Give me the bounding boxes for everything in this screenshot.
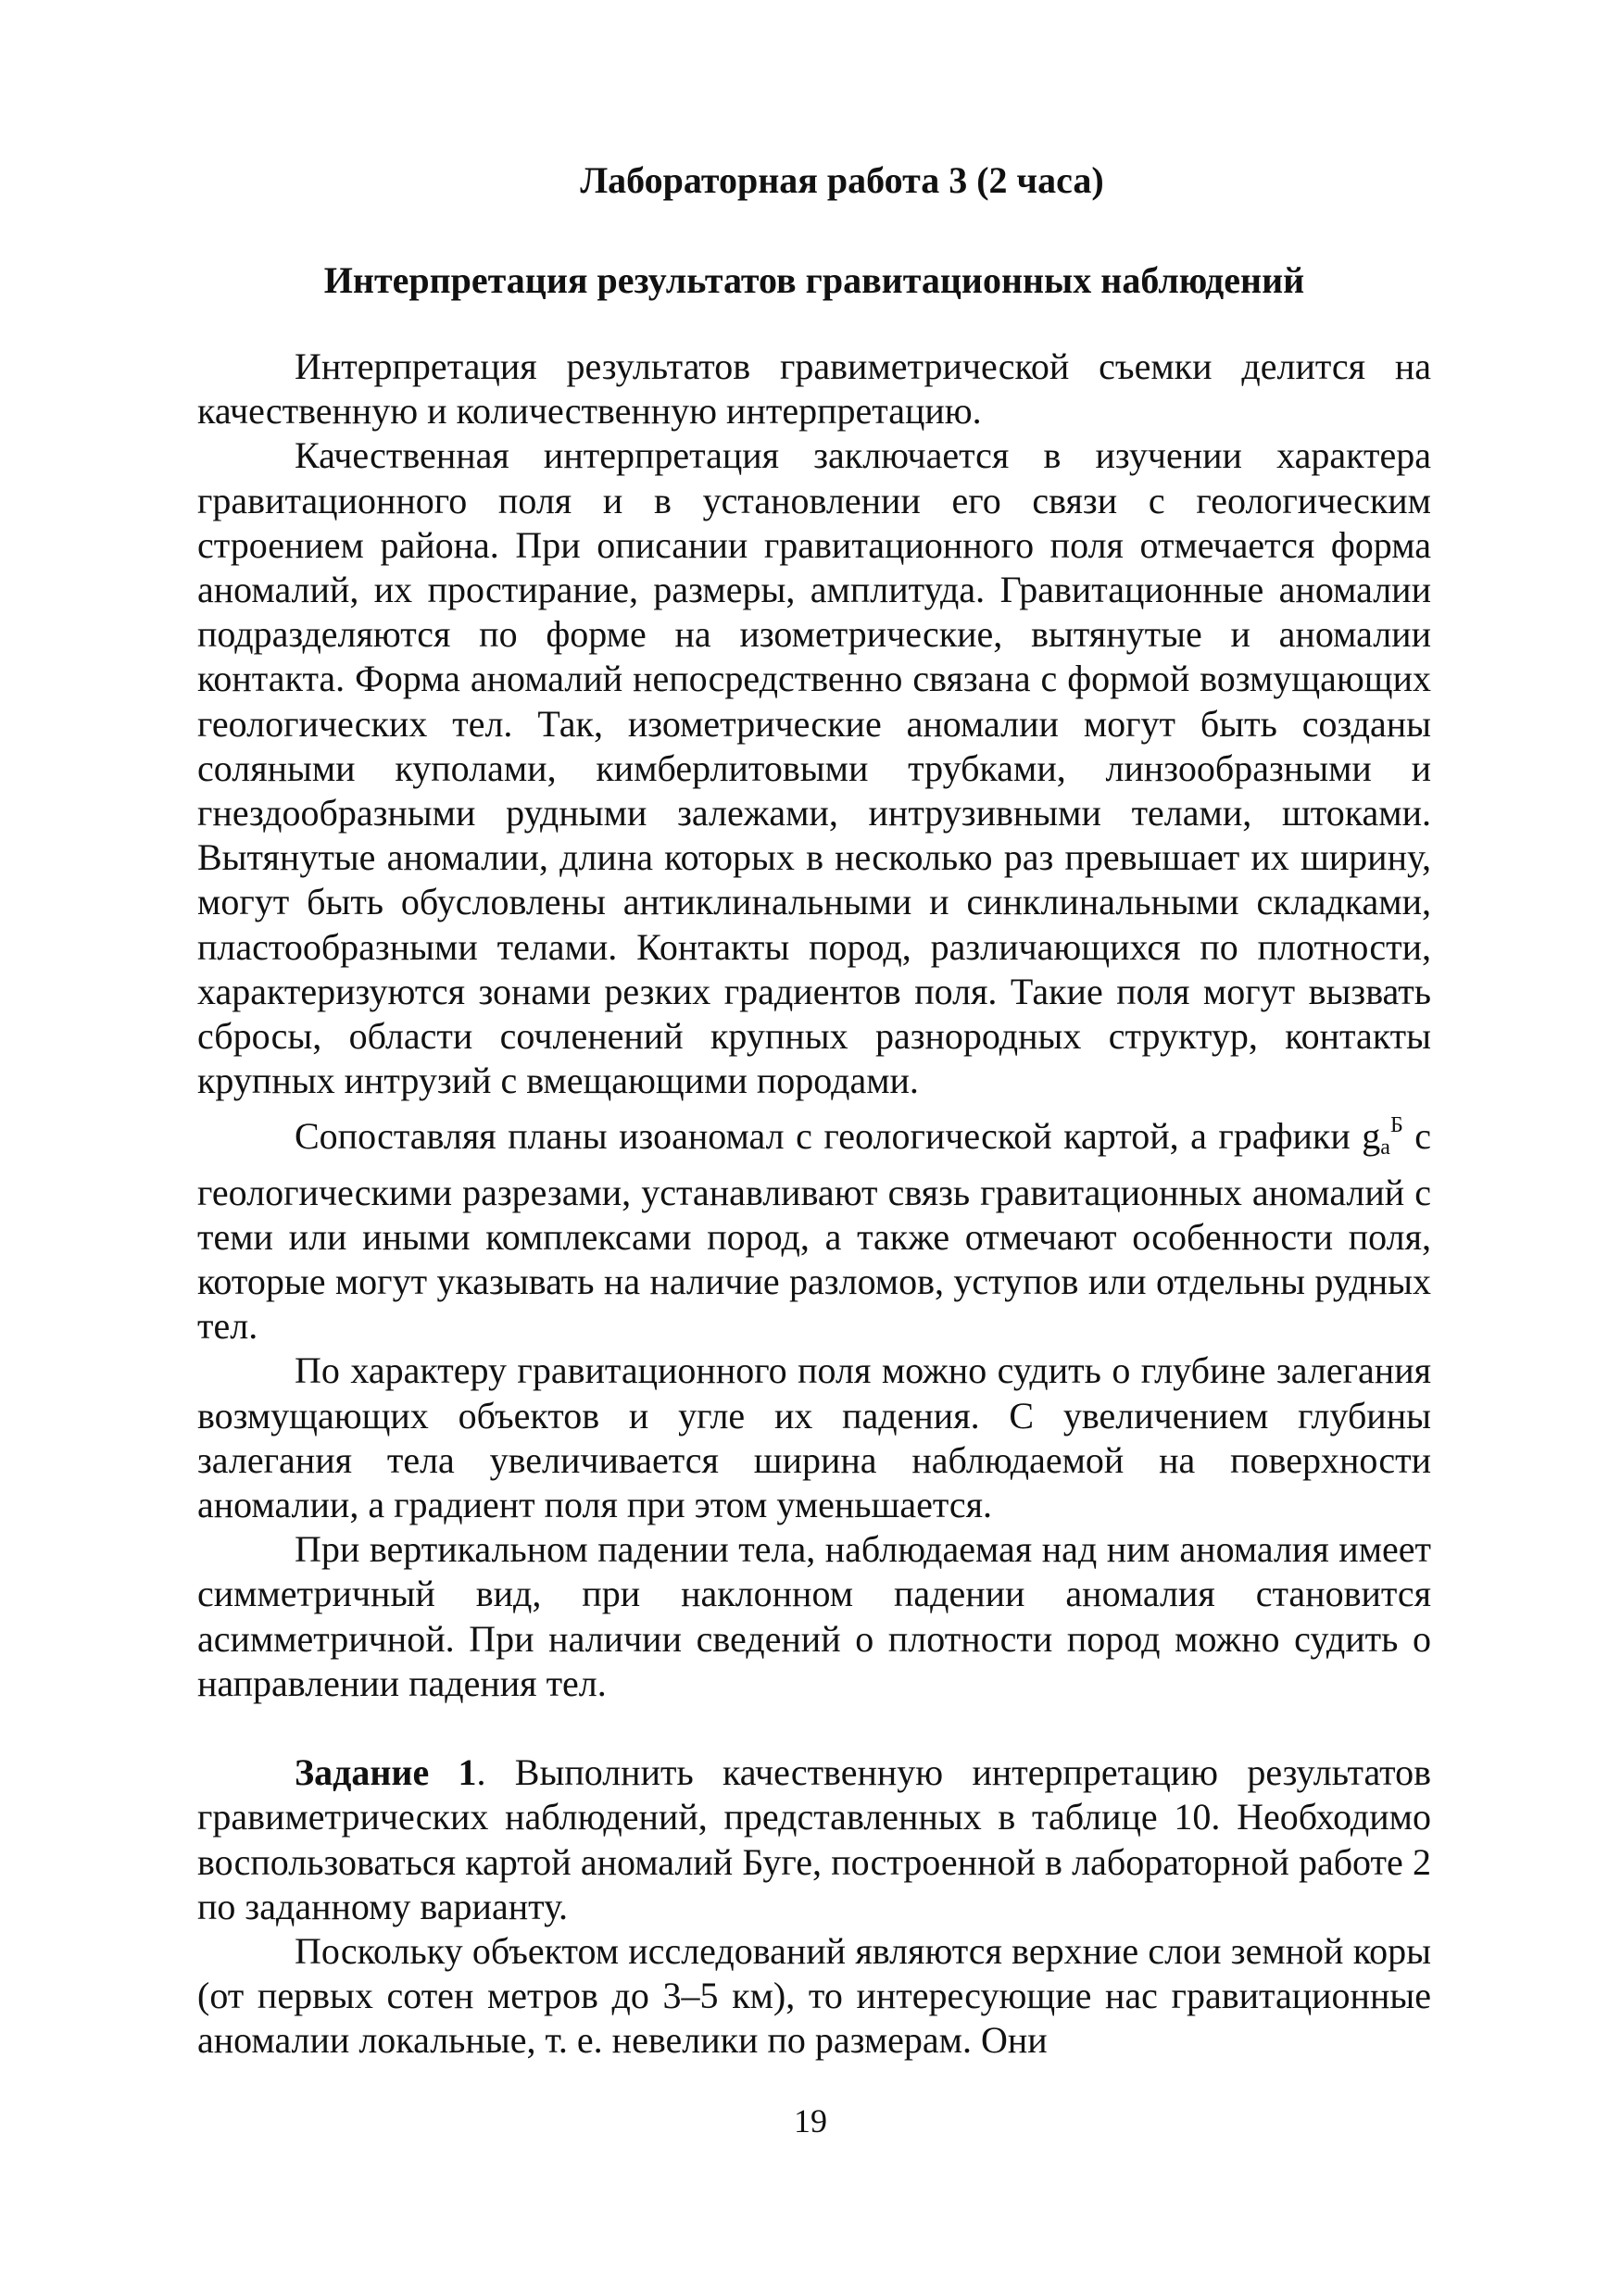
paragraph-local-anomalies: Поскольку объектом исследований являются верхние слои земной коры (от первых сотен метров до 3–5 км), то интересующие нас гравитационные аномалии локальные, т. е. невелики по размерам. Они <box>197 1929 1431 2062</box>
task-text: . Выполнить качественную интерпретацию результатов гравиметрических наблюдений, представленных в таблице 10. Необходимо воспользоваться картой аномалий Буге, построенной в лабораторной работе 2 по заданному варианту. <box>197 1751 1431 1927</box>
spacer <box>197 1706 1431 1750</box>
compare-text-before: Сопоставляя планы изоаномал с геологической картой, а графики <box>295 1115 1363 1158</box>
document-page <box>197 157 1431 2064</box>
paragraph-compare <box>197 1103 1431 1349</box>
section-title: Интерпретация результатов гравитационных наблюдений <box>323 259 1305 301</box>
paragraph-dip: При вертикальном падении тела, наблюдаемая над ним аномалия имеет симметричный вид, при наклонном падении аномалия становится асимметричной. При наличии сведений о плотности пород можно судить о направлении падения тел. <box>197 1528 1431 1704</box>
bouguer-anomaly-symbol: $g_a^Б$ <box>1362 1113 1403 1161</box>
lab-title: Лабораторная работа 3 (2 часа) <box>580 159 1104 201</box>
paragraph-qualitative: Качественная интерпретация заключается в изучении характера гравитационного поля и в установлении его связи с геологическим строением района. При описании гравитационного поля отмечается форма аномалий, их простирание, размеры, амплитуда. Гравитационные аномалии подразделяются по форме на изометрические, вытянутые и аномалии контакта. Форма аномалий непосредственно связана с формой возмущающих геологических тел. Так, изометрические аномалии могут быть созданы соляными куполами, кимберлитовыми трубками, линзообразными и гнездообразными рудными залежами, интрузивными телами, штоками. Вытянутые аномалии, длина которых в несколько раз превышает их ширину, могут быть обусловлены антиклинальными и синклинальными складками, пластообразными телами. Контакты пород, различающихся по плотности, характеризуются зонами резких градиентов поля. Такие поля могут вызвать сбросы, области сочленений крупных разнородных структур, контакты крупных интрузий с вмещающими породами. <box>197 434 1431 1102</box>
paragraph-depth: По характеру гравитационного поля можно судить о глубине залегания возмущающих объектов и угле их падения. С увеличением глубины залегания тела увеличивается ширина наблюдаемой на поверхности аномалии, а градиент поля при этом уменьшается. <box>197 1349 1431 1526</box>
compare-text-after: с геологическими разрезами, устанавливают связь гравитационных аномалий с теми или иными комплексами пород, а также отмечают особенности поля, которые могут указывать на наличие разломов, уступов или отдельны рудных тел. <box>197 1115 1431 1348</box>
page-number: 19 <box>794 2102 827 2139</box>
paragraph-task-1 <box>197 1750 1431 1929</box>
paragraph-intro: Интерпретация результатов гравиметрической съемки делится на качественную и количественную интерпретацию. <box>197 345 1431 433</box>
task-label: Задание 1 <box>295 1751 477 1794</box>
